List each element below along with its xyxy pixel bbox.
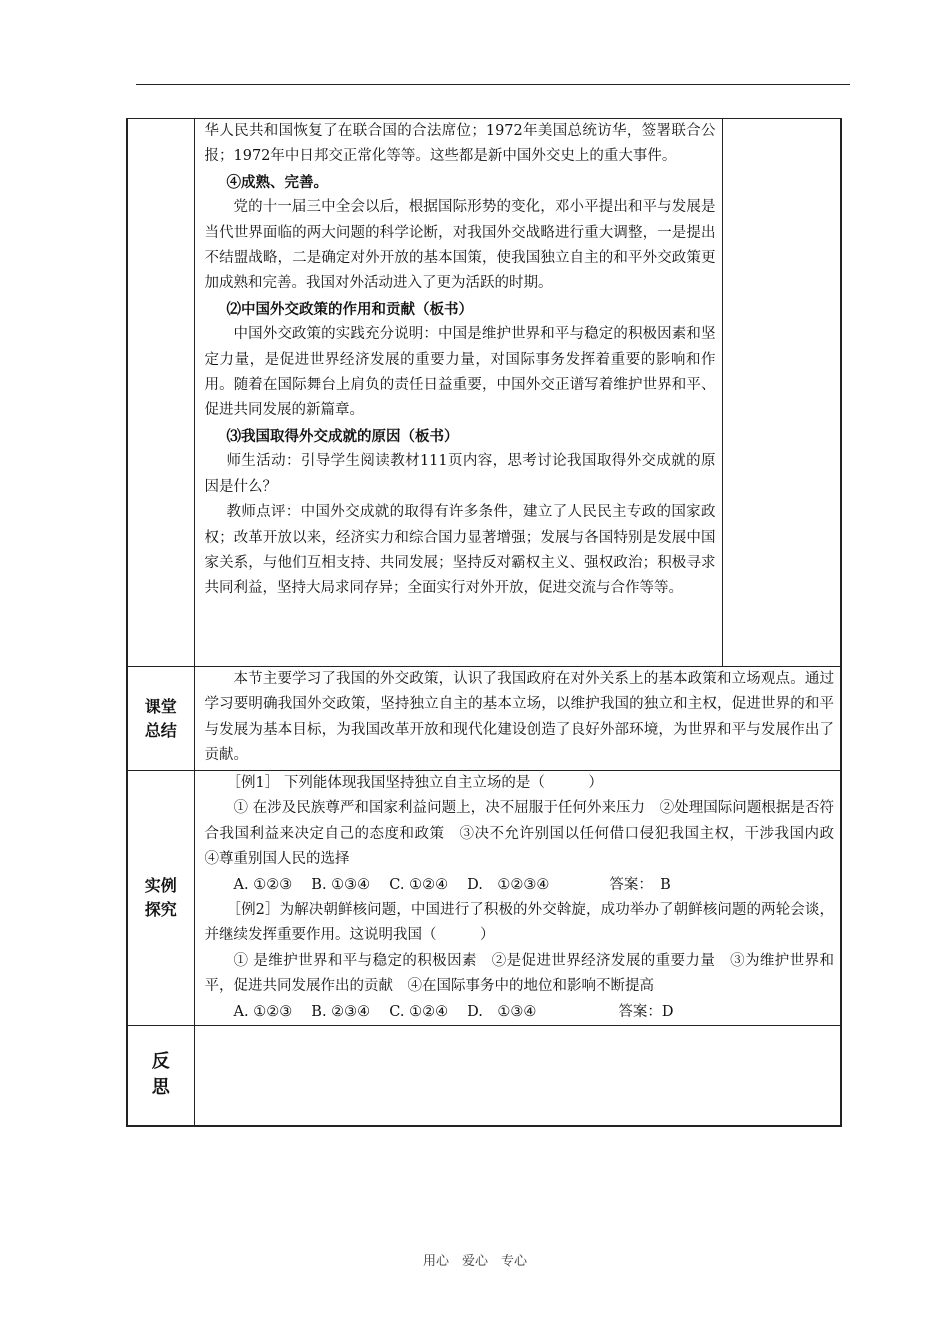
process-row — [127, 119, 841, 667]
example-2-question: ［例2］为解决朝鲜核问题，中国进行了积极的外交斡旋，成功举办了朝鲜核问题的两轮会谈，并继续发挥重要作用。这说明我国（ ） — [204, 902, 834, 944]
examples-row — [127, 771, 841, 1026]
lesson-plan-table — [126, 118, 849, 1127]
subheading: ④成熟、完善。 — [226, 173, 328, 191]
process-label-cell — [127, 119, 194, 667]
summary-content — [194, 667, 841, 771]
reflection-content — [194, 1026, 841, 1126]
process-notes-cell — [722, 119, 841, 667]
example-1-answer: 答案： B — [609, 876, 671, 893]
summary-label: 课堂 总结 — [127, 667, 194, 771]
header-rule — [136, 84, 850, 85]
example-1-choices: A. ①②③ B. ①③④ C. ①②④ D. ①②③④ 答案： B — [233, 876, 671, 893]
reflection-row — [127, 1026, 841, 1126]
summary-row — [127, 667, 841, 771]
page-footer: 用心 爱心 专心 — [422, 1254, 527, 1269]
process-content — [194, 119, 722, 667]
example-2-choices: A. ①②③ B. ②③④ C. ①②④ D. ①③④ 答案：D — [233, 1003, 674, 1020]
examples-content — [194, 771, 849, 1026]
example-2-options: ① 是维护世界和平与稳定的积极因素 ②是促进世界经济发展的重要力量 ③为维护世界和平，促进共同发展作出的贡献 ④在国际事务中的地位和影响不断提高 — [204, 952, 834, 995]
summary-text: 本节主要学习了我国的外交政策，认识了我国政府在对外关系上的基本政策和立场观点。通过学习要明确我国外交政策，坚持独立自主的基本立场，以维护我国的独立和主权，促进世界的和平与发展为基本目标，为我国改革开放和现代化建设创造了良好外部环境，为世界和平与发展作出了贡献。 — [204, 671, 834, 764]
paragraph: 党的十一届三中全会以后，根据国际形势的变化，邓小平提出和平与发展是当代世界面临的两大问题的科学论断，对我国外交战略进行重大调整，一是提出不结盟战略，二是确定对外开放的基本国策，使我国独立自主的和平外交政策更加成熟和完善。我国对外活动进入了更为活跃的时期。 — [204, 199, 716, 292]
example-1-question: ［例1］ 下列能体现我国坚持独立自主立场的是（ ） — [226, 775, 603, 791]
example-1-options: ① 在涉及民族尊严和国家利益问题上，决不屈服于任何外来压力 ②处理国际问题根据是否符合我国利益来决定自己的态度和政策 ③决不允许别国以任何借口侵犯我国主权，干涉我国内政 ④尊重别国人民的选择 — [204, 800, 849, 868]
reflection-label: 反 思 — [127, 1026, 194, 1126]
examples-label: 实例 探究 — [127, 771, 194, 1026]
paragraph: 教师点评：中国外交成就的取得有许多条件，建立了人民民主专政的国家政权；改革开放以来，经济实力和综合国力显著增强；发展与各国特别是发展中国家关系，与他们互相支持、共同发展；坚持反对霸权主义、强权政治；积极寻求共同利益，坚持大局求同存异；全面实行对外开放，促进交流与合作等等。 — [204, 504, 716, 597]
paragraph: 华人民共和国恢复了在联合国的合法席位；1972年美国总统访华，签署联合公报；1972年中日邦交正常化等等。这些都是新中国外交史上的重大事件。 — [204, 123, 716, 165]
subheading: ⑶我国取得外交成就的原因（板书） — [226, 427, 459, 445]
paragraph: 师生活动：引导学生阅读教材111页内容，思考讨论我国取得外交成就的原因是什么？ — [204, 453, 716, 495]
paragraph: 中国外交政策的实践充分说明：中国是维护世界和平与稳定的积极因素和坚定力量，是促进世界经济发展的重要力量，对国际事务发挥着重要的影响和作用。随着在国际舞台上肩负的责任日益重要，中国外交正谱写着维护世界和平、促进共同发展的新篇章。 — [204, 326, 716, 419]
example-2-answer: 答案：D — [618, 1003, 674, 1020]
subheading: ⑵中国外交政策的作用和贡献（板书） — [226, 300, 473, 318]
